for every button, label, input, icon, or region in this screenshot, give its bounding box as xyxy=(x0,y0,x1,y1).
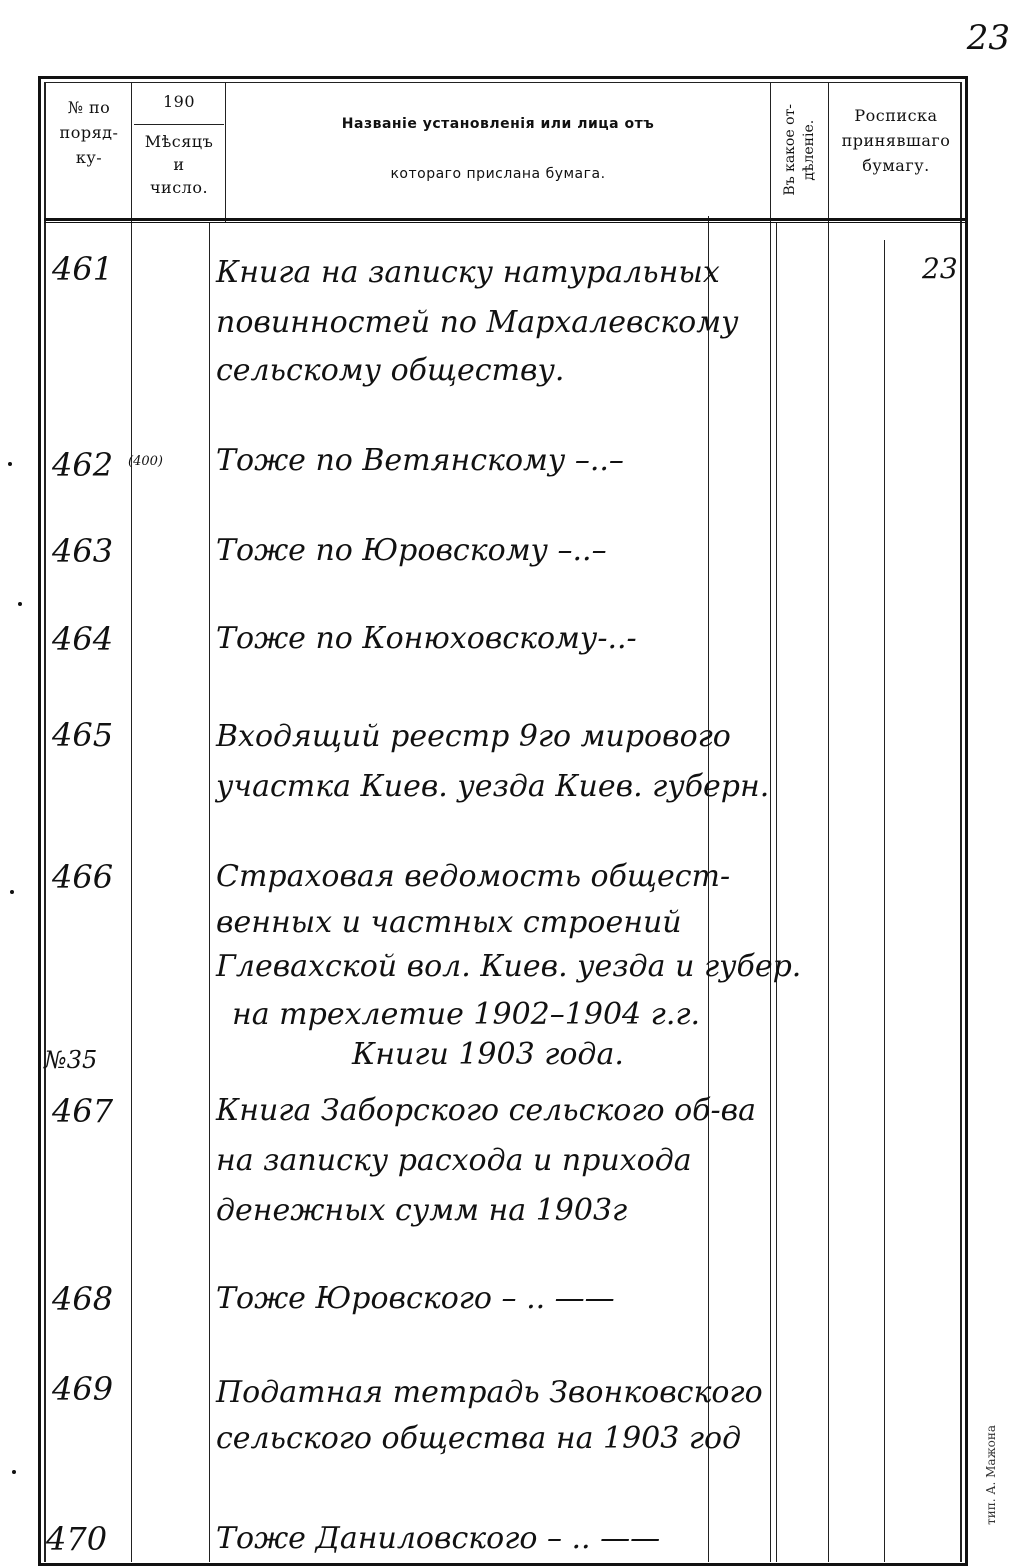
entry-text: Тоже по Конюховскому-..- xyxy=(216,621,637,656)
header-col-number-line3: ку- xyxy=(75,147,103,167)
header-col-receipt-line3: бумагу. xyxy=(862,155,930,175)
col-divider-3 xyxy=(770,82,771,1562)
entry-text: Книга Заборского сельского об-ва xyxy=(216,1093,756,1128)
header-col-date-line1: Мѣсяцъ xyxy=(144,132,214,151)
entry-text: венных и частных строений xyxy=(216,905,682,940)
header-col-date xyxy=(134,130,224,200)
entry-receipt: 23 xyxy=(922,252,958,285)
entry-number: 468 xyxy=(52,1280,114,1318)
entry-text: на трехлетие 1902–1904 г.г. xyxy=(232,997,701,1032)
col-divider-3b xyxy=(776,222,777,1562)
entry-text: денежных сумм на 1903г xyxy=(216,1193,628,1228)
entry-number: 464 xyxy=(52,620,114,658)
entry-text: Тоже Даниловского – .. —— xyxy=(216,1521,661,1556)
entry-text: Тоже по Ветянскому –..– xyxy=(216,443,624,478)
header-col-department-text: Въ какое от- дѣленіе. xyxy=(782,104,817,196)
entry-number: 469 xyxy=(52,1370,114,1408)
entry-number: 470 xyxy=(46,1520,108,1558)
header-col-number-line2: поряд- xyxy=(59,122,119,142)
header-col-number-line1: № по xyxy=(67,98,111,117)
scan-speck xyxy=(18,602,22,606)
entry-text: повинностей по Мархалевскому xyxy=(216,305,739,340)
entry-text: Податная тетрадь Звонковского xyxy=(216,1375,763,1410)
entry-text: на записку расхода и прихода xyxy=(216,1143,692,1178)
entry-text: сельского общества на 1903 год xyxy=(216,1421,742,1456)
header-col-name-line2: котораго прислана бумага. xyxy=(390,165,606,182)
entry-number: 462 xyxy=(52,446,114,484)
entry-text: сельскому обществу. xyxy=(216,353,565,388)
header-col-receipt-line2: принявшаго xyxy=(841,130,951,150)
entry-text: Тоже Юровского – .. —— xyxy=(216,1281,615,1316)
header-col-receipt-line1: Росписка xyxy=(854,106,938,125)
entry-text: участка Киев. уезда Киев. губерн. xyxy=(216,769,770,804)
col-divider-4b xyxy=(884,240,885,1562)
header-col-name xyxy=(228,114,768,185)
section-heading: Книги 1903 года. xyxy=(352,1037,624,1072)
header-col-number xyxy=(48,96,130,170)
header-bottom-rule-thin xyxy=(44,222,968,223)
page-number: 23 xyxy=(966,18,1010,58)
entry-number: 463 xyxy=(52,532,114,570)
header-col-date-line3: число. xyxy=(149,178,209,198)
section-marker: №35 xyxy=(44,1046,98,1074)
scan-speck xyxy=(10,890,14,894)
header-col-year: 190 xyxy=(162,92,196,111)
header-bottom-rule xyxy=(44,218,968,221)
scan-speck xyxy=(8,462,12,466)
entry-text: Страховая ведомость общест- xyxy=(216,859,731,894)
entry-number: 467 xyxy=(52,1092,114,1130)
entry-date: (400) xyxy=(128,454,163,469)
entry-number: 466 xyxy=(52,858,114,896)
entry-text: Книга на записку натуральных xyxy=(216,255,720,290)
col-divider-4 xyxy=(828,82,829,1562)
entry-text: Входящий реестр 9го мирового xyxy=(216,719,731,754)
col-divider-2b xyxy=(209,222,210,1562)
col-divider-1 xyxy=(131,82,132,1562)
header-col-date-line2: и xyxy=(173,155,185,175)
header-col-department xyxy=(774,86,826,214)
entry-text: Тоже по Юровскому –..– xyxy=(216,533,607,568)
entry-text: Глевахской вол. Киев. уезда и губер. xyxy=(216,949,802,984)
ledger-inner-border xyxy=(44,82,962,1562)
entry-number: 465 xyxy=(52,716,114,754)
header-col-receipt xyxy=(832,104,960,178)
header-year-divider xyxy=(134,124,224,125)
scan-speck xyxy=(12,1470,16,1474)
printer-imprint xyxy=(976,1395,1006,1555)
col-divider-2 xyxy=(225,82,226,222)
entry-number: 461 xyxy=(52,250,114,288)
printer-imprint-text: тип. А. Мажона xyxy=(984,1425,998,1525)
header-col-name-line1: Названіе установленія или лица отъ xyxy=(341,116,655,132)
